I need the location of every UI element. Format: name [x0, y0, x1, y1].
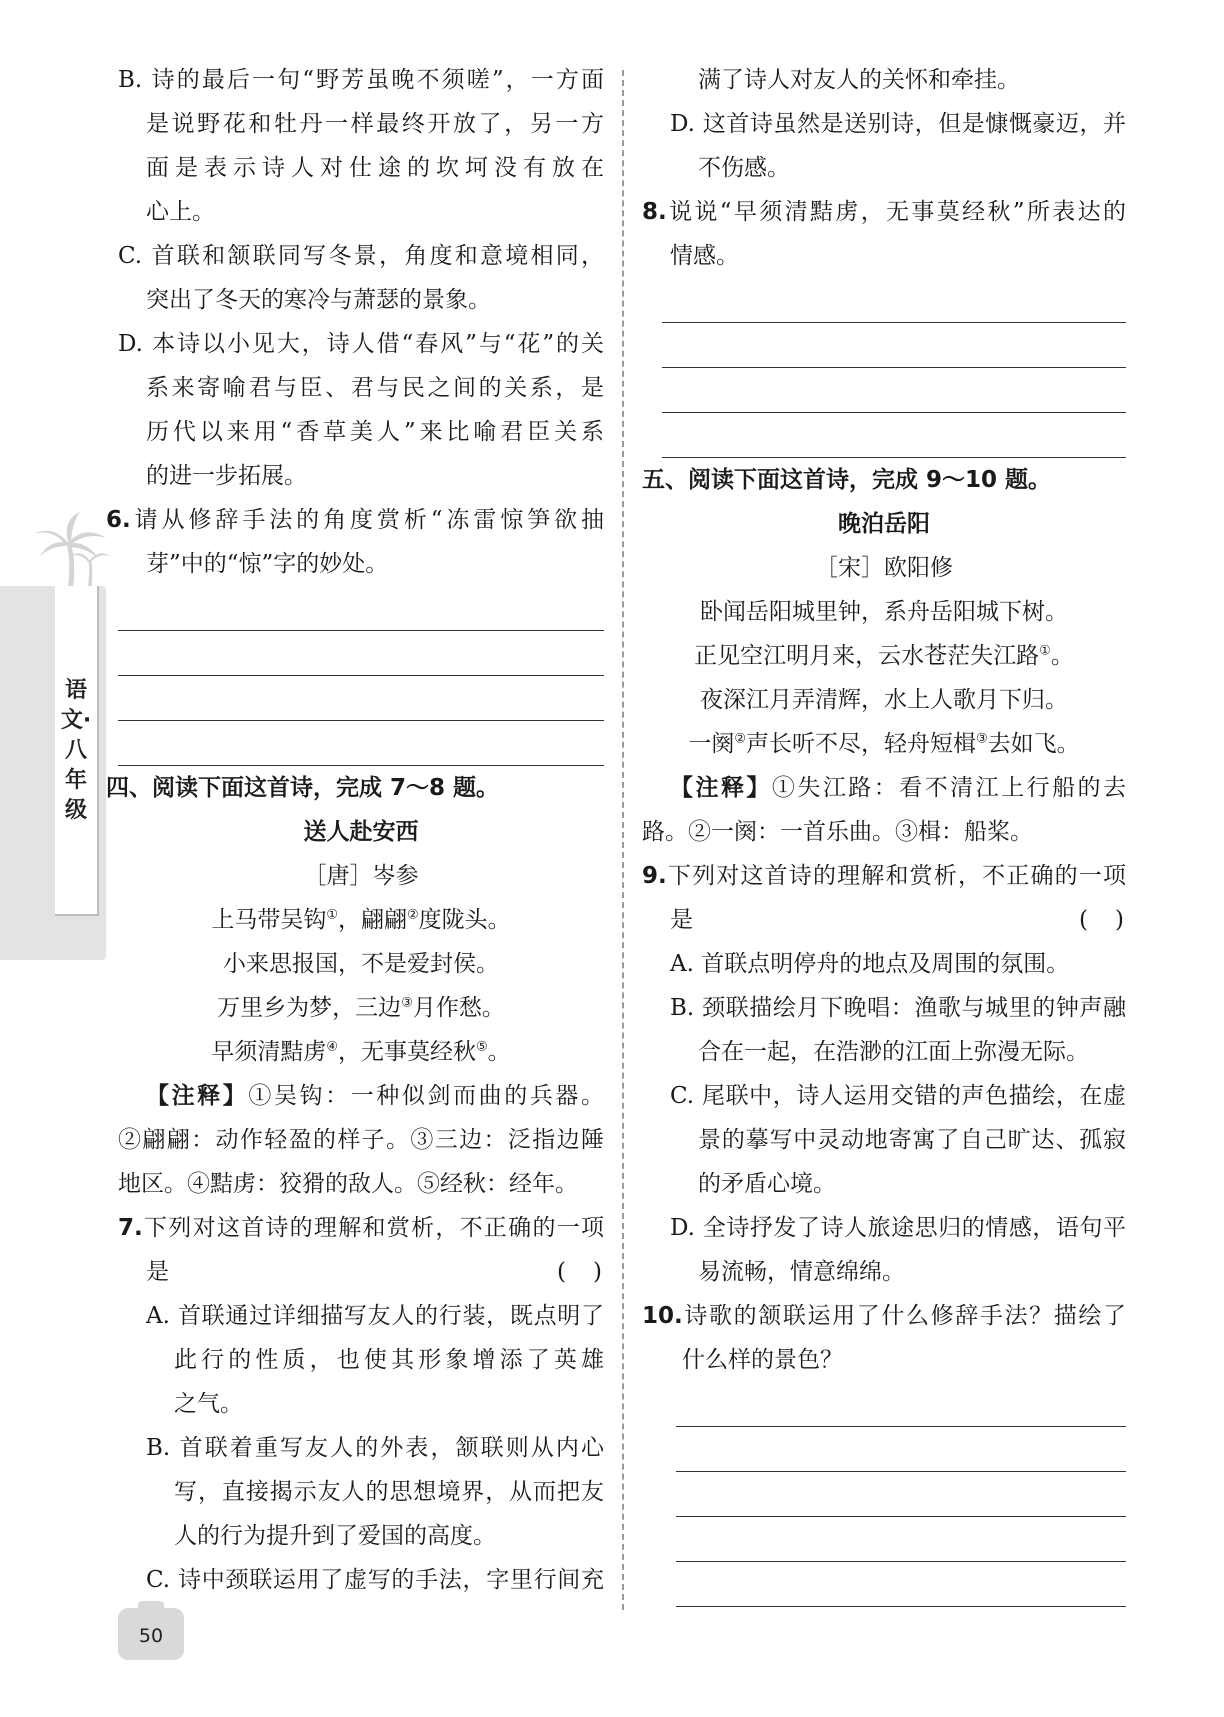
text-line	[642, 766, 1126, 810]
poem-title: 晚泊岳阳	[838, 511, 930, 537]
footnote-mark: ②	[407, 907, 419, 923]
text-line: B. 颈联描绘月下晚唱：渔歌与城里的钟声融	[670, 995, 1126, 1021]
q5-option-c	[118, 234, 604, 322]
question-number: 10.	[642, 1303, 683, 1329]
page-number	[118, 1608, 184, 1660]
answer-line[interactable]	[676, 1382, 1126, 1427]
poem-text: 声长听不尽，轻舟短楫	[746, 731, 976, 757]
text-line	[118, 1250, 604, 1294]
text-line: 的进一步拓展。	[146, 463, 307, 489]
poem-line	[118, 1030, 604, 1074]
text-line: B. 诗的最后一句“野芳虽晚不须嗟”，一方面	[118, 67, 604, 93]
palm-tree-icon	[30, 510, 110, 590]
text-line: 情感。	[670, 243, 739, 269]
text-line	[642, 1294, 1126, 1338]
poem-text: 夜深江月弄清辉，水上人歌月下归。	[700, 687, 1068, 713]
text-line: 是说野花和牡丹一样最终开放了，另一方	[146, 111, 604, 137]
text-line: 面是表示诗人对仕途的坎坷没有放在	[146, 155, 604, 181]
question-9	[642, 854, 1126, 1294]
poem-text: 正见空江明月来，云水苍茫失江路	[694, 643, 1040, 669]
side-tab	[0, 586, 106, 960]
poem-line	[642, 722, 1126, 766]
text-line: D. 本诗以小见大，诗人借“春风”与“花”的关	[118, 331, 604, 357]
footnote-mark: ②	[734, 731, 746, 747]
note-text: ①吴钩：一种似剑而曲的兵器。	[248, 1083, 605, 1109]
poem-author: ［唐］岑参	[303, 863, 419, 889]
text-line	[118, 1074, 604, 1118]
poem-text: ，无事莫经秋	[338, 1039, 476, 1065]
question-7	[118, 1206, 604, 1602]
note-text: ①失江路：看不清江上行船的去	[771, 775, 1127, 801]
text-line: 此行的性质，也使其形象增添了英雄	[174, 1347, 604, 1373]
text-line: 景的摹写中灵动地寄寓了自己旷达、孤寂	[698, 1127, 1126, 1153]
text-line: C. 首联和颔联同写冬景，角度和意境相同，	[118, 243, 604, 269]
text-line: 写，直接揭示友人的思想境界，从而把友	[174, 1479, 604, 1505]
text-line	[642, 854, 1126, 898]
answer-line[interactable]	[676, 1427, 1126, 1472]
text-line: D. 全诗抒发了诗人旅途思归的情感，语句平	[670, 1215, 1126, 1241]
question-text: 请从修辞手法的角度赏析“冻雷惊笋欲抽	[130, 507, 604, 533]
answer-line[interactable]	[118, 721, 604, 766]
note-label: 【注释】	[146, 1083, 249, 1109]
note-label: 【注释】	[670, 775, 772, 801]
answer-line[interactable]	[676, 1472, 1126, 1517]
question-10	[642, 1294, 1126, 1607]
question-8	[642, 190, 1126, 458]
text-line: 易流畅，情意绵绵。	[698, 1259, 905, 1285]
poem-title: 送人赴安西	[303, 819, 419, 845]
text-line: C. 尾联中，诗人运用交错的声色描绘，在虚	[670, 1083, 1126, 1109]
poem-line	[118, 986, 604, 1030]
answer-line[interactable]	[662, 278, 1126, 323]
q5-option-d	[118, 322, 604, 498]
answer-line[interactable]	[676, 1517, 1126, 1562]
text-line: C. 诗中颈联运用了虚写的手法，字里行间充	[146, 1567, 604, 1593]
side-tab-text: 语文·八年级	[60, 678, 92, 823]
text-line: 不伤感。	[698, 155, 790, 181]
footnote-mark: ③	[401, 995, 413, 1011]
footnote-mark: ④	[326, 1039, 338, 1055]
column-divider	[622, 70, 624, 1610]
question-text: 是	[146, 1259, 169, 1285]
poem-line	[118, 898, 604, 942]
q7-option-d	[642, 102, 1126, 190]
text-line	[106, 498, 604, 542]
text-line: 什么样的景色？	[682, 1347, 843, 1373]
poem-text: 。	[1050, 643, 1074, 669]
poem-notes	[118, 1074, 604, 1206]
question-number: 8.	[642, 199, 667, 225]
text-line	[642, 190, 1126, 234]
poem-line	[118, 942, 604, 986]
answer-line[interactable]	[676, 1562, 1126, 1607]
answer-line[interactable]	[118, 586, 604, 631]
footnote-mark: ③	[976, 731, 988, 747]
answer-line[interactable]	[662, 323, 1126, 368]
question-number: 6.	[106, 507, 131, 533]
footnote-mark: ①	[326, 907, 338, 923]
poem-text: 卧闻岳阳城里钟，系舟岳阳城下树。	[700, 599, 1068, 625]
text-line: D. 这首诗虽然是送别诗，但是慷慨豪迈，并	[670, 111, 1126, 137]
poem-line	[642, 634, 1126, 678]
text-line: 人的行为提升到了爱国的高度。	[174, 1523, 496, 1549]
answer-line[interactable]	[662, 413, 1126, 458]
text-line: 突出了冬天的寒冷与萧瑟的景象。	[146, 287, 491, 313]
poem-notes	[642, 766, 1126, 854]
poem-text: 一阕	[688, 731, 735, 757]
q5-option-b	[118, 58, 604, 234]
answer-bracket[interactable]: ( )	[557, 1259, 604, 1285]
question-text: 说说“早须清黠虏，无事莫经秋”所表达的	[666, 199, 1126, 225]
text-line: 芽”中的“惊”字的妙处。	[146, 551, 389, 577]
poem-text: 上马带吴钩	[211, 907, 327, 933]
right-column	[642, 58, 1126, 1607]
text-line: ②翩翩：动作轻盈的样子。③三边：泛指边陲	[118, 1127, 604, 1153]
poem-text: 。	[487, 1039, 511, 1065]
question-text: 下列对这首诗的理解和赏析，不正确的一项	[666, 863, 1126, 889]
text-line: A. 首联通过详细描写友人的行装，既点明了	[146, 1303, 604, 1329]
footnote-mark: ①	[1039, 643, 1051, 659]
section-heading: 五、阅读下面这首诗，完成 9～10 题。	[642, 467, 1052, 493]
side-tab-label	[58, 676, 94, 826]
text-line: 之气。	[174, 1391, 243, 1417]
answer-line[interactable]	[118, 631, 604, 676]
text-line: 满了诗人对友人的关怀和牵挂。	[698, 67, 1020, 93]
text-line: 合在一起，在浩渺的江面上弥漫无际。	[698, 1039, 1089, 1065]
poem-text: ，翩翩	[338, 907, 407, 933]
text-line: 心上。	[146, 199, 215, 225]
poem-text: 早须清黠虏	[211, 1039, 327, 1065]
poem-body	[118, 898, 604, 1074]
text-line: B. 首联着重写友人的外表，颔联则从内心	[146, 1435, 604, 1461]
text-line	[118, 1206, 604, 1250]
text-line: 历代以来用“香草美人”来比喻君臣关系	[146, 419, 604, 445]
text-line: 的矛盾心境。	[698, 1171, 836, 1197]
poem-text: 月作愁。	[412, 995, 505, 1021]
poem-text: 万里乡为梦，三边	[217, 995, 402, 1021]
question-text: 下列对这首诗的理解和赏析，不正确的一项	[142, 1215, 604, 1241]
poem-text: 度陇头。	[418, 907, 511, 933]
poem-line	[642, 678, 1126, 722]
answer-area	[642, 1382, 1126, 1607]
text-line: 地区。④黠虏：狡猾的敌人。⑤经秋：经年。	[118, 1171, 578, 1197]
poem-author: ［宋］欧阳修	[815, 555, 953, 581]
answer-line[interactable]	[118, 676, 604, 721]
text-line: A. 首联点明停舟的地点及周围的氛围。	[670, 951, 1070, 977]
question-6	[106, 498, 604, 766]
left-column	[106, 58, 605, 1602]
question-number: 7.	[118, 1215, 143, 1241]
poem-text: 去如飞。	[987, 731, 1080, 757]
question-number: 9.	[642, 863, 667, 889]
text-line: 路。②一阕：一首乐曲。③楫：船桨。	[642, 819, 1033, 845]
text-line: 系来寄喻君与臣、君与民之间的关系，是	[146, 375, 604, 401]
footnote-mark: ⑤	[476, 1039, 488, 1055]
question-text: 诗歌的颔联运用了什么修辞手法？描绘了	[682, 1303, 1126, 1329]
text-line	[642, 898, 1126, 942]
poem-line	[642, 590, 1126, 634]
poem-body	[642, 590, 1126, 766]
poem-text: 小来思报国，不是爱封侯。	[223, 951, 499, 977]
question-text: 是	[670, 907, 693, 933]
answer-area	[642, 278, 1126, 458]
answer-line[interactable]	[662, 368, 1126, 413]
section-heading: 四、阅读下面这首诗，完成 7～8 题。	[106, 775, 500, 801]
page-number-text: 50	[138, 1625, 164, 1647]
answer-bracket[interactable]: ( )	[1079, 907, 1126, 933]
